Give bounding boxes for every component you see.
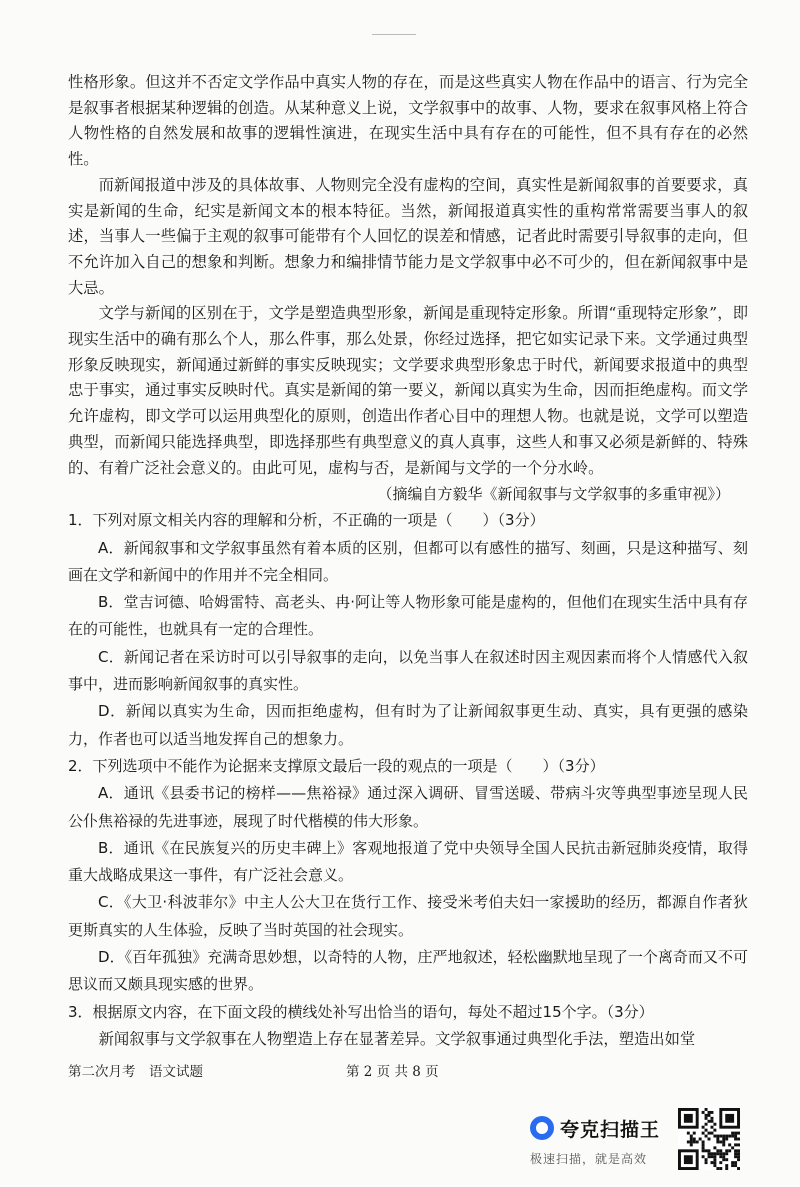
page-content — [68, 70, 748, 1052]
option-d: D．《百年孤独》充满奇思妙想，以奇特的人物，庄严地叙述，轻松幽默地呈现了一个离奇而又不可思议而又颇具现实感的世界。 — [68, 948, 748, 994]
question-1 — [68, 507, 748, 753]
option-a: A．新闻叙事和文学叙事虽然有着本质的区别，但都可以有感性的描写、刻画，只是这种描写、刻画在文学和新闻中的作用并不完全相同。 — [68, 538, 748, 584]
option-d: D．新闻以真实为生命，因而拒绝虚构，但有时为了让新闻叙事更生动、真实，具有更强的感染力，作者也可以适当地发挥自己的想象力。 — [68, 702, 748, 748]
scanner-logo-icon — [530, 1116, 554, 1140]
scanner-brand-name: 夸克扫描王 — [560, 1119, 661, 1141]
question-text: 新闻叙事与文学叙事在人物塑造上存在显著差异。文学叙事通过典型化手法，塑造出如堂 — [98, 1029, 696, 1048]
option-c: C．新闻记者在采访时可以引导叙事的走向，以免当事人在叙述时因主观因素而将个人情感代入叙事中，进而影响新闻叙事的真实性。 — [68, 647, 748, 694]
question-stem: 3．根据原文内容，在下面文段的横线处补写出恰当的语句，每处不超过15个字。（3分） — [68, 1002, 654, 1021]
footer-exam-title: 第二次月考 语文试题 — [68, 1064, 203, 1080]
option-b: B．通讯《在民族复兴的历史丰碑上》客观地报道了党中央领导全国人民抗击新冠肺炎疫情，取得重大战略成果这一事件，有广泛社会意义。 — [68, 838, 748, 885]
option-b: B．堂吉诃德、哈姆雷特、高老头、冉·阿让等人物形象可能是虚构的，但他们在现实生活中具有存在的可能性，也就具有一定的合理性。 — [68, 593, 748, 639]
scanner-watermark — [528, 1112, 678, 1172]
qr-code-icon — [678, 1108, 740, 1170]
passage-source: （摘编自方毅华《新闻叙事与文学叙事的多重审视》） — [377, 485, 730, 504]
question-2 — [68, 753, 748, 999]
scanner-tagline: 极速扫描，就是高效 — [530, 1152, 648, 1166]
question-3 — [68, 999, 748, 1052]
passage-paragraph: 文学与新闻的区别在于，文学是塑造典型形象，新闻是重现特定形象。所谓“重现特定形象”，即现实生活中的确有那么个人，那么件事，那么处景，你经过选择，把它如实记录下来。文学通过典型形象反映现实，新闻通过新鲜的事实反映现实；文学要求典型形象忠于时代，新闻要求报道中的典型忠于事实，通过事实反映时代。真实是新闻的第一要义，新闻以真实为生命，因而拒绝虚构。而文学允许虚构，即文学可以运用典型化的原则，创造出作者心目中的理想人物。也就是说，文学可以塑造典型，而新闻只能选择典型，即选择那些有典型意义的真人真事，这些人和事又必须是新鲜的、特殊的、有着广泛社会意义的。由此可见，虚构与否，是新闻与文学的一个分水岭。 — [68, 304, 748, 477]
option-c: C．《大卫·科波菲尔》中主人公大卫在货行工作、接受米考伯夫妇一家援助的经历，都源自作者狄更斯真实的人生体验，反映了当时英国的社会现实。 — [68, 893, 748, 939]
question-stem: 2．下列选项中不能作为论据来支撑原文最后一段的观点的一项是（ ）（3分） — [68, 756, 605, 775]
passage-paragraph: 性格形象。但这并不否定文学作品中真实人物的存在，而是这些真实人物在作品中的语言、行为完全是叙事者根据某种逻辑的创造。从某种意义上说，文学叙事中的故事、人物，要求在叙事风格上符合人物性格的自然发展和故事的逻辑性演进，在现实生活中具有存在的可能性，但不具有存在的必然性。 — [68, 73, 748, 169]
question-stem: 1．下列对原文相关内容的理解和分析，不正确的一项是（ ）（3分） — [68, 511, 545, 530]
scan-mark — [372, 34, 416, 35]
passage-paragraph: 而新闻报道中涉及的具体故事、人物则完全没有虚构的空间，真实性是新闻叙事的首要要求，真实是新闻的生命，纪实是新闻文本的根本特征。当然，新闻报道真实性的重构常常需要当事人的叙述，当事人一些偏于主观的叙事可能带有个人回忆的误差和情感，记者此时需要引导叙事的走向，但不允许加入自己的想象和判断。想象力和编排情节能力是文学叙事中必不可少的，但在新闻叙事中是大忌。 — [68, 175, 748, 297]
footer-page-number: 第 2 页 共 8 页 — [346, 1064, 439, 1080]
option-a: A．通讯《县委书记的榜样——焦裕禄》通过深入调研、冒雪送暖、带病斗灾等典型事迹呈现人民公仆焦裕禄的先进事迹，展现了时代楷模的伟大形象。 — [68, 784, 748, 830]
